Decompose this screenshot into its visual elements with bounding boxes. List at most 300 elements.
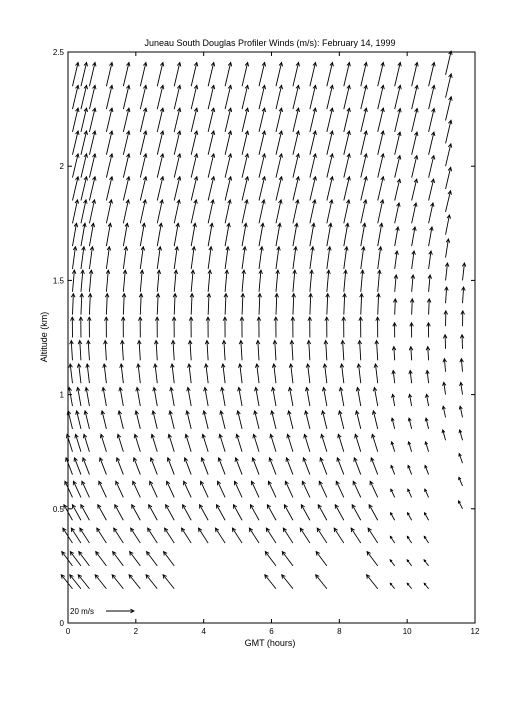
- wind-arrow: [155, 317, 159, 337]
- wind-arrow: [310, 200, 316, 223]
- wind-arrow: [225, 223, 230, 246]
- wind-arrow: [89, 247, 93, 269]
- y-tick-label: 2: [59, 162, 64, 172]
- wind-arrow: [154, 364, 158, 383]
- x-tick-label: 0: [65, 627, 71, 636]
- wind-arrow: [140, 247, 144, 269]
- wind-arrow: [140, 85, 147, 109]
- wind-arrow: [291, 317, 295, 337]
- wind-arrow: [408, 513, 412, 521]
- wind-arrow: [425, 465, 429, 474]
- wind-arrow: [429, 62, 436, 86]
- wind-arrow: [184, 481, 192, 497]
- wind-arrow: [368, 528, 378, 543]
- scale-arrow-20ms: [106, 609, 134, 613]
- wind-arrow: [225, 62, 232, 86]
- wind-arrow: [425, 418, 428, 429]
- wind-arrow: [220, 411, 225, 429]
- wind-arrow: [390, 536, 394, 543]
- wind-arrow: [89, 108, 96, 132]
- wind-arrow: [217, 481, 225, 497]
- wind-arrow: [81, 200, 87, 223]
- wind-arrow: [412, 62, 419, 86]
- wind-arrow: [83, 434, 89, 451]
- wind-arrow: [252, 458, 259, 475]
- wind-arrow: [412, 108, 418, 131]
- wind-arrow: [391, 442, 395, 452]
- wind-arrow: [395, 108, 401, 131]
- wind-arrow: [410, 323, 414, 338]
- wind-arrow: [79, 317, 83, 337]
- wind-arrow: [378, 223, 383, 246]
- wind-arrow: [460, 382, 463, 394]
- wind-arrow: [460, 359, 464, 372]
- wind-arrow: [186, 411, 191, 429]
- wind-arrow: [191, 131, 198, 155]
- wind-arrow: [320, 458, 327, 475]
- wind-arrow: [72, 247, 76, 269]
- wind-arrow: [72, 200, 78, 223]
- wind-arrow: [259, 154, 266, 178]
- wind-arrow: [334, 528, 344, 543]
- wind-arrow: [271, 387, 275, 406]
- wind-arrow: [356, 387, 360, 406]
- wind-arrow: [321, 434, 327, 451]
- wind-arrow: [255, 364, 259, 383]
- wind-arrow: [88, 294, 92, 315]
- wind-arrow: [352, 505, 361, 521]
- wind-arrow: [225, 200, 231, 223]
- wind-arrow: [461, 311, 465, 326]
- wind-arrow: [225, 177, 232, 201]
- wind-arrow: [163, 575, 174, 589]
- wind-arrow: [123, 62, 130, 86]
- wind-arrow: [459, 430, 463, 440]
- wind-arrow: [224, 294, 228, 315]
- wind-arrow: [97, 528, 107, 543]
- wind-arrow: [140, 223, 145, 246]
- wind-arrow: [205, 341, 209, 361]
- x-tick-label: 8: [337, 627, 342, 636]
- scale-key-arrow: [106, 609, 134, 613]
- wind-arrow: [208, 154, 215, 178]
- wind-arrow: [81, 177, 88, 201]
- wind-arrow: [446, 167, 452, 189]
- wind-arrow: [288, 411, 293, 429]
- wind-arrow: [233, 505, 242, 521]
- wind-arrow: [254, 411, 259, 429]
- wind-arrow: [395, 179, 401, 200]
- wind-arrow: [81, 223, 86, 246]
- wind-arrow: [95, 575, 106, 589]
- wind-arrow: [424, 560, 429, 566]
- wind-arrow: [425, 394, 428, 406]
- wind-arrow: [222, 341, 226, 361]
- wind-arrow: [259, 200, 265, 223]
- wind-arrow: [157, 200, 163, 223]
- wind-arrow: [74, 458, 81, 475]
- wind-arrow: [140, 108, 147, 132]
- wind-arrow: [276, 177, 283, 201]
- wind-arrow: [268, 481, 276, 497]
- wind-arrow: [378, 131, 385, 155]
- wind-arrow: [338, 434, 344, 451]
- wind-arrow: [276, 154, 283, 178]
- wind-arrow: [168, 434, 174, 451]
- wind-arrow: [265, 575, 276, 589]
- wind-arrow: [344, 270, 348, 292]
- wind-arrow: [242, 270, 246, 292]
- wind-arrow: [240, 317, 244, 337]
- wind-arrow: [371, 458, 378, 475]
- wind-arrow: [106, 223, 111, 246]
- wind-arrow: [225, 85, 232, 109]
- wind-arrow: [188, 364, 192, 383]
- wind-arrow: [327, 200, 333, 223]
- wind-arrow: [316, 575, 327, 589]
- wind-arrow: [115, 505, 124, 521]
- wind-arrow: [442, 406, 445, 417]
- wind-arrow: [72, 270, 76, 292]
- wind-arrow: [325, 317, 329, 337]
- wind-arrow: [259, 85, 266, 109]
- wind-arrow: [445, 287, 449, 303]
- wind-arrow: [392, 394, 395, 406]
- wind-arrow: [81, 247, 85, 269]
- wind-arrow: [272, 364, 276, 383]
- wind-arrow: [164, 552, 175, 566]
- wind-arrow: [78, 341, 82, 361]
- wind-arrow: [425, 489, 429, 497]
- wind-arrow: [201, 458, 208, 475]
- wind-arrow: [191, 223, 196, 246]
- wind-arrow: [429, 156, 435, 178]
- wind-arrow: [77, 364, 81, 383]
- wind-arrow: [337, 458, 344, 475]
- wind-arrow: [462, 263, 466, 280]
- wind-arrow: [72, 154, 79, 178]
- wind-arrow: [150, 458, 157, 475]
- y-tick-label: 0.5: [52, 504, 64, 514]
- wind-arrow: [429, 108, 435, 131]
- wind-arrow: [140, 62, 147, 86]
- wind-arrow: [123, 177, 130, 201]
- wind-arrow: [174, 85, 181, 109]
- wind-arrow: [157, 85, 164, 109]
- wind-arrow: [259, 223, 264, 246]
- x-tick-label: 6: [269, 627, 274, 636]
- wind-arrow: [300, 528, 310, 543]
- wind-arrow: [239, 341, 243, 361]
- wind-arrow: [424, 583, 428, 589]
- wind-arrow: [310, 177, 317, 201]
- wind-arrow: [316, 552, 327, 566]
- wind-arrow: [271, 411, 276, 429]
- wind-arrow: [361, 154, 368, 178]
- wind-arrow: [412, 251, 416, 269]
- wind-arrow: [208, 223, 213, 246]
- wind-arrow: [327, 85, 334, 109]
- wind-arrow: [219, 434, 225, 451]
- wind-arrow: [446, 74, 453, 98]
- wind-arrow: [285, 481, 293, 497]
- wind-arrow: [266, 528, 276, 543]
- wind-arrow: [207, 294, 211, 315]
- wind-arrow: [310, 108, 317, 132]
- wind-arrow: [173, 294, 177, 315]
- wind-arrow: [190, 294, 194, 315]
- wind-arrow: [426, 347, 430, 361]
- wind-arrow: [267, 505, 276, 521]
- wind-arrow: [204, 387, 208, 406]
- wind-arrow: [61, 575, 72, 589]
- wind-arrow: [203, 411, 208, 429]
- wind-arrow: [89, 85, 96, 109]
- wind-arrow: [135, 411, 140, 429]
- wind-arrow: [344, 108, 351, 132]
- wind-arrow: [200, 481, 208, 497]
- wind-arrow: [327, 108, 334, 132]
- wind-arrow: [293, 177, 300, 201]
- wind-arrow: [106, 85, 113, 109]
- wind-arrow: [133, 481, 141, 497]
- wind-arrow: [378, 108, 385, 132]
- wind-arrow: [140, 270, 144, 292]
- wind-arrow: [140, 200, 146, 223]
- y-tick-label: 1: [59, 390, 64, 400]
- wind-arrow: [274, 317, 278, 337]
- wind-arrow: [310, 223, 315, 246]
- wind-arrow: [275, 294, 279, 315]
- wind-arrow: [391, 465, 395, 474]
- wind-arrow: [174, 247, 178, 269]
- wind-arrow: [276, 108, 283, 132]
- wind-arrow: [78, 575, 89, 589]
- wind-arrow: [395, 251, 399, 269]
- wind-arrow: [167, 481, 175, 497]
- wind-arrow: [206, 317, 210, 337]
- wind-arrow: [137, 364, 141, 383]
- wind-arrow: [72, 62, 79, 86]
- wind-arrow: [81, 85, 88, 109]
- wind-arrow: [89, 177, 96, 201]
- wind-arrow: [232, 528, 242, 543]
- wind-arrow: [344, 247, 348, 269]
- wind-arrow: [361, 108, 368, 132]
- wind-arrow: [359, 317, 363, 337]
- wind-arrow: [153, 387, 157, 406]
- wind-arrow: [367, 575, 378, 589]
- wind-arrow: [445, 263, 449, 280]
- wind-arrow: [123, 131, 130, 155]
- wind-arrow: [169, 411, 174, 429]
- wind-arrow: [378, 154, 385, 178]
- wind-arrow: [290, 341, 294, 361]
- wind-arrow: [390, 560, 395, 566]
- wind-arrow: [446, 144, 452, 166]
- wind-arrow: [200, 505, 209, 521]
- wind-arrow: [174, 223, 179, 246]
- wind-arrow: [301, 505, 310, 521]
- wind-arrow: [146, 575, 157, 589]
- y-tick-label: 1.5: [52, 276, 64, 286]
- wind-arrow: [89, 223, 94, 246]
- wind-arrow: [242, 177, 249, 201]
- wind-arrow: [66, 458, 73, 475]
- wind-arrow: [242, 223, 247, 246]
- wind-arrow: [446, 97, 453, 121]
- wind-arrow: [293, 200, 299, 223]
- wind-arrow: [106, 270, 110, 292]
- wind-arrow: [361, 85, 368, 109]
- wind-arrow: [191, 270, 195, 292]
- wind-arrow: [253, 434, 259, 451]
- wind-arrow: [339, 411, 344, 429]
- wind-arrow: [411, 275, 415, 292]
- wind-arrow: [276, 85, 283, 109]
- wind-arrow: [391, 489, 395, 497]
- wind-arrow: [242, 62, 249, 86]
- wind-arrow: [101, 411, 106, 429]
- wind-arrow: [174, 62, 181, 86]
- wind-arrow: [208, 108, 215, 132]
- wind-arrow: [327, 131, 334, 155]
- wind-arrow: [100, 458, 107, 475]
- wind-arrow: [392, 347, 396, 361]
- wind-arrow: [106, 177, 113, 201]
- wind-arrow: [259, 108, 266, 132]
- wind-arrow: [114, 528, 124, 543]
- wind-arrow: [317, 528, 327, 543]
- wind-arrow: [208, 200, 214, 223]
- wind-arrow: [375, 341, 379, 361]
- x-tick-label: 2: [133, 627, 139, 636]
- scale-key-label: 20 m/s: [70, 607, 95, 616]
- wind-arrow: [307, 341, 311, 361]
- wind-arrow: [84, 411, 89, 429]
- wind-arrow: [123, 200, 129, 223]
- wind-arrow: [412, 179, 418, 200]
- wind-arrow: [73, 481, 81, 497]
- wind-arrow: [326, 294, 330, 315]
- wind-arrow: [165, 528, 175, 543]
- wind-arrow: [372, 411, 377, 429]
- wind-arrow: [322, 387, 326, 406]
- wind-arrow: [446, 120, 452, 143]
- wind-arrow: [157, 131, 164, 155]
- wind-arrow: [429, 203, 434, 223]
- wind-arrow: [136, 387, 140, 406]
- wind-arrow: [191, 62, 198, 86]
- wind-arrow: [89, 200, 95, 223]
- wind-arrow: [208, 177, 215, 201]
- wind-arrow: [242, 85, 249, 109]
- wind-arrow: [327, 177, 334, 201]
- wind-arrow: [171, 364, 175, 383]
- wind-arrow: [242, 247, 246, 269]
- wind-arrow: [208, 85, 215, 109]
- wind-arrow: [374, 364, 378, 383]
- wind-arrow: [122, 294, 126, 315]
- wind-arrow: [189, 317, 193, 337]
- wind-arrow: [323, 364, 327, 383]
- wind-arrow: [217, 505, 226, 521]
- wind-arrow: [83, 458, 90, 475]
- wind-arrow: [242, 200, 248, 223]
- wind-arrow: [123, 223, 128, 246]
- wind-arrow: [238, 364, 242, 383]
- wind-arrow: [259, 177, 266, 201]
- wind-arrow: [113, 552, 124, 566]
- wind-arrow: [121, 341, 125, 361]
- wind-arrow: [322, 411, 327, 429]
- wind-arrow: [444, 311, 448, 326]
- wind-arrow: [428, 275, 432, 292]
- wind-arrow: [310, 85, 317, 109]
- wind-arrow: [204, 364, 208, 383]
- wind-arrow: [106, 154, 113, 178]
- wind-arrow: [344, 177, 351, 201]
- wind-arrow: [341, 341, 345, 361]
- wind-arrow: [171, 341, 175, 361]
- wind-arrow: [149, 505, 158, 521]
- wind-arrow: [353, 481, 361, 497]
- wind-arrow: [157, 270, 161, 292]
- wind-arrow: [284, 505, 293, 521]
- wind-arrow: [370, 481, 378, 497]
- wind-arrow: [69, 364, 73, 383]
- wind-arrow: [289, 364, 293, 383]
- wind-arrow: [293, 62, 300, 86]
- wind-arrow: [81, 62, 88, 86]
- wind-arrow: [287, 434, 293, 451]
- wind-arrow: [308, 317, 312, 337]
- wind-arrow: [395, 203, 400, 223]
- wind-arrow: [427, 299, 431, 315]
- wind-arrow: [174, 108, 181, 132]
- wind-arrow: [293, 247, 297, 269]
- wind-arrow: [99, 481, 107, 497]
- wind-arrow: [360, 294, 364, 315]
- wind-arrow: [303, 458, 310, 475]
- wind-arrow: [130, 552, 141, 566]
- wind-arrow: [429, 227, 434, 246]
- y-tick-label: 2.5: [52, 48, 64, 57]
- wind-arrow: [393, 323, 397, 338]
- chart-title: Juneau South Douglas Profiler Winds (m/s): February 14, 1999: [144, 38, 396, 48]
- wind-arrow: [174, 131, 181, 155]
- wind-arrow: [242, 131, 249, 155]
- x-axis-label: GMT (hours): [244, 638, 296, 648]
- wind-arrow: [140, 177, 147, 201]
- wind-arrow: [157, 177, 164, 201]
- wind-arrow: [150, 481, 158, 497]
- wind-arrow: [70, 575, 81, 589]
- wind-arrow: [89, 154, 96, 178]
- wind-arrow: [259, 270, 263, 292]
- wind-arrow: [276, 131, 283, 155]
- wind-arrow: [157, 223, 162, 246]
- wind-arrow: [208, 247, 212, 269]
- wind-arrow: [221, 364, 225, 383]
- wind-arrow: [378, 62, 385, 86]
- wind-arrow: [121, 317, 125, 337]
- y-tick-label: 0: [59, 619, 64, 628]
- wind-arrow: [81, 270, 85, 292]
- wind-arrow: [174, 270, 178, 292]
- wind-arrow: [123, 270, 127, 292]
- wind-arrow: [188, 341, 192, 361]
